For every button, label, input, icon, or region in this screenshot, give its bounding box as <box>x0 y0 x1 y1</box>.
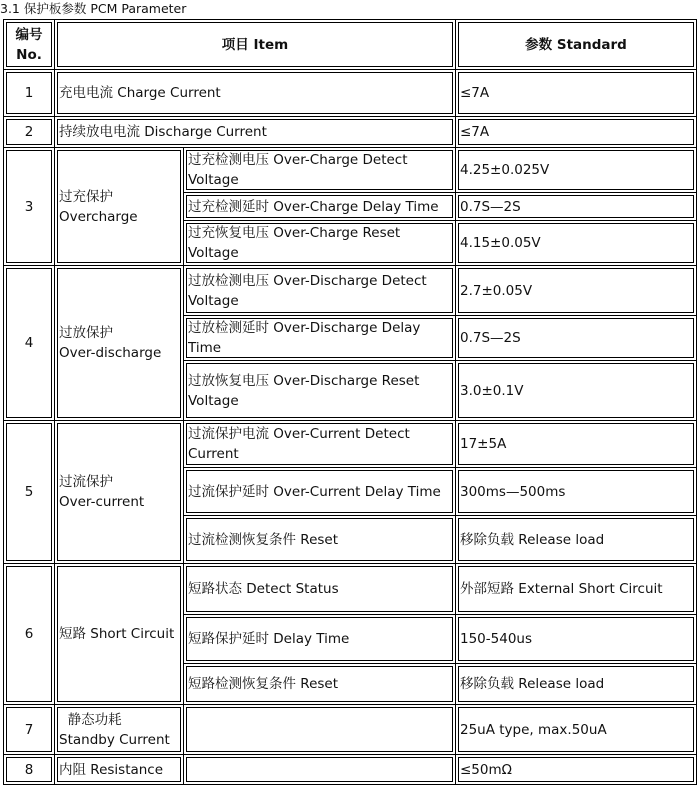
header-standard: 参数 Standard <box>456 20 697 70</box>
row-item: 静态功耗 Standby Current <box>55 705 184 755</box>
sub-item: 短路状态 Detect Status <box>184 564 456 615</box>
sub-item: 过放检测电压 Over-Discharge Detect Voltage <box>184 266 456 316</box>
empty-cell <box>184 755 456 785</box>
table-row <box>4 705 697 755</box>
table-row <box>4 421 697 468</box>
table-row <box>4 266 697 316</box>
document-title: 3.1 保护板参数 PCM Parameter <box>0 1 187 16</box>
row-item: 充电电流 Charge Current <box>55 70 456 117</box>
header-no-text: 编号 No. <box>15 26 43 63</box>
sub-value: 17±5A <box>456 421 697 468</box>
group-label-text: 过放保护 Over-discharge <box>59 325 162 361</box>
sub-value: 2.7±0.05V <box>456 266 697 316</box>
group-label <box>55 148 184 266</box>
row-item: 内阻 Resistance <box>55 755 184 785</box>
sub-value: 移除负载 Release load <box>456 516 697 564</box>
row-value: ≤7A <box>456 70 697 117</box>
sub-item: 过充检测延时 Over-Charge Delay Time <box>184 193 456 221</box>
row-number: 7 <box>4 705 55 755</box>
sub-item: 过充恢复电压 Over-Charge Reset Voltage <box>184 221 456 266</box>
header-item: 项目 Item <box>55 20 456 70</box>
sub-item: 过流保护延时 Over-Current Delay Time <box>184 468 456 516</box>
row-number: 8 <box>4 755 55 785</box>
row-value: ≤7A <box>456 117 697 148</box>
row-number: 4 <box>4 266 55 421</box>
row-item: 持续放电电流 Discharge Current <box>55 117 456 148</box>
sub-item: 过放恢复电压 Over-Discharge Reset Voltage <box>184 361 456 421</box>
sub-value: 0.7S—2S <box>456 316 697 361</box>
sub-value: 150-540us <box>456 615 697 664</box>
sub-item: 过放检测延时 Over-Discharge Delay Time <box>184 316 456 361</box>
sub-value: 3.0±0.1V <box>456 361 697 421</box>
group-label-text: 过充保护 Overcharge <box>59 188 138 225</box>
sub-value: 4.15±0.05V <box>456 221 697 266</box>
row-number: 5 <box>4 421 55 564</box>
sub-value: 移除负载 Release load <box>456 664 697 705</box>
sub-value: 0.7S—2S <box>456 193 697 221</box>
sub-item: 短路保护延时 Delay Time <box>184 615 456 664</box>
sub-item: 过流保护电流 Over-Current Detect Current <box>184 421 456 468</box>
group-label-text: 过流保护 Over-current <box>59 474 145 510</box>
pcm-parameter-table <box>3 19 697 785</box>
group-label: 短路 Short Circuit <box>55 564 184 705</box>
table-row <box>4 117 697 148</box>
sub-value: 外部短路 External Short Circuit <box>456 564 697 615</box>
sub-item: 短路检测恢复条件 Reset <box>184 664 456 705</box>
table-header-row <box>4 20 697 70</box>
sub-item: 过充检测电压 Over-Charge Detect Voltage <box>184 148 456 193</box>
sub-item: 过流检测恢复条件 Reset <box>184 516 456 564</box>
row-number: 3 <box>4 148 55 266</box>
group-label <box>55 421 184 564</box>
table-row <box>4 148 697 193</box>
table-row <box>4 564 697 615</box>
header-no <box>4 20 55 70</box>
sub-value: 4.25±0.025V <box>456 148 697 193</box>
row-number: 1 <box>4 70 55 117</box>
row-number: 2 <box>4 117 55 148</box>
row-value: 25uA type, max.50uA <box>456 705 697 755</box>
empty-cell <box>184 705 456 755</box>
table-row <box>4 755 697 785</box>
sub-value: 300ms—500ms <box>456 468 697 516</box>
table-row <box>4 70 697 117</box>
row-value: ≤50mΩ <box>456 755 697 785</box>
row-number: 6 <box>4 564 55 705</box>
group-label <box>55 266 184 421</box>
